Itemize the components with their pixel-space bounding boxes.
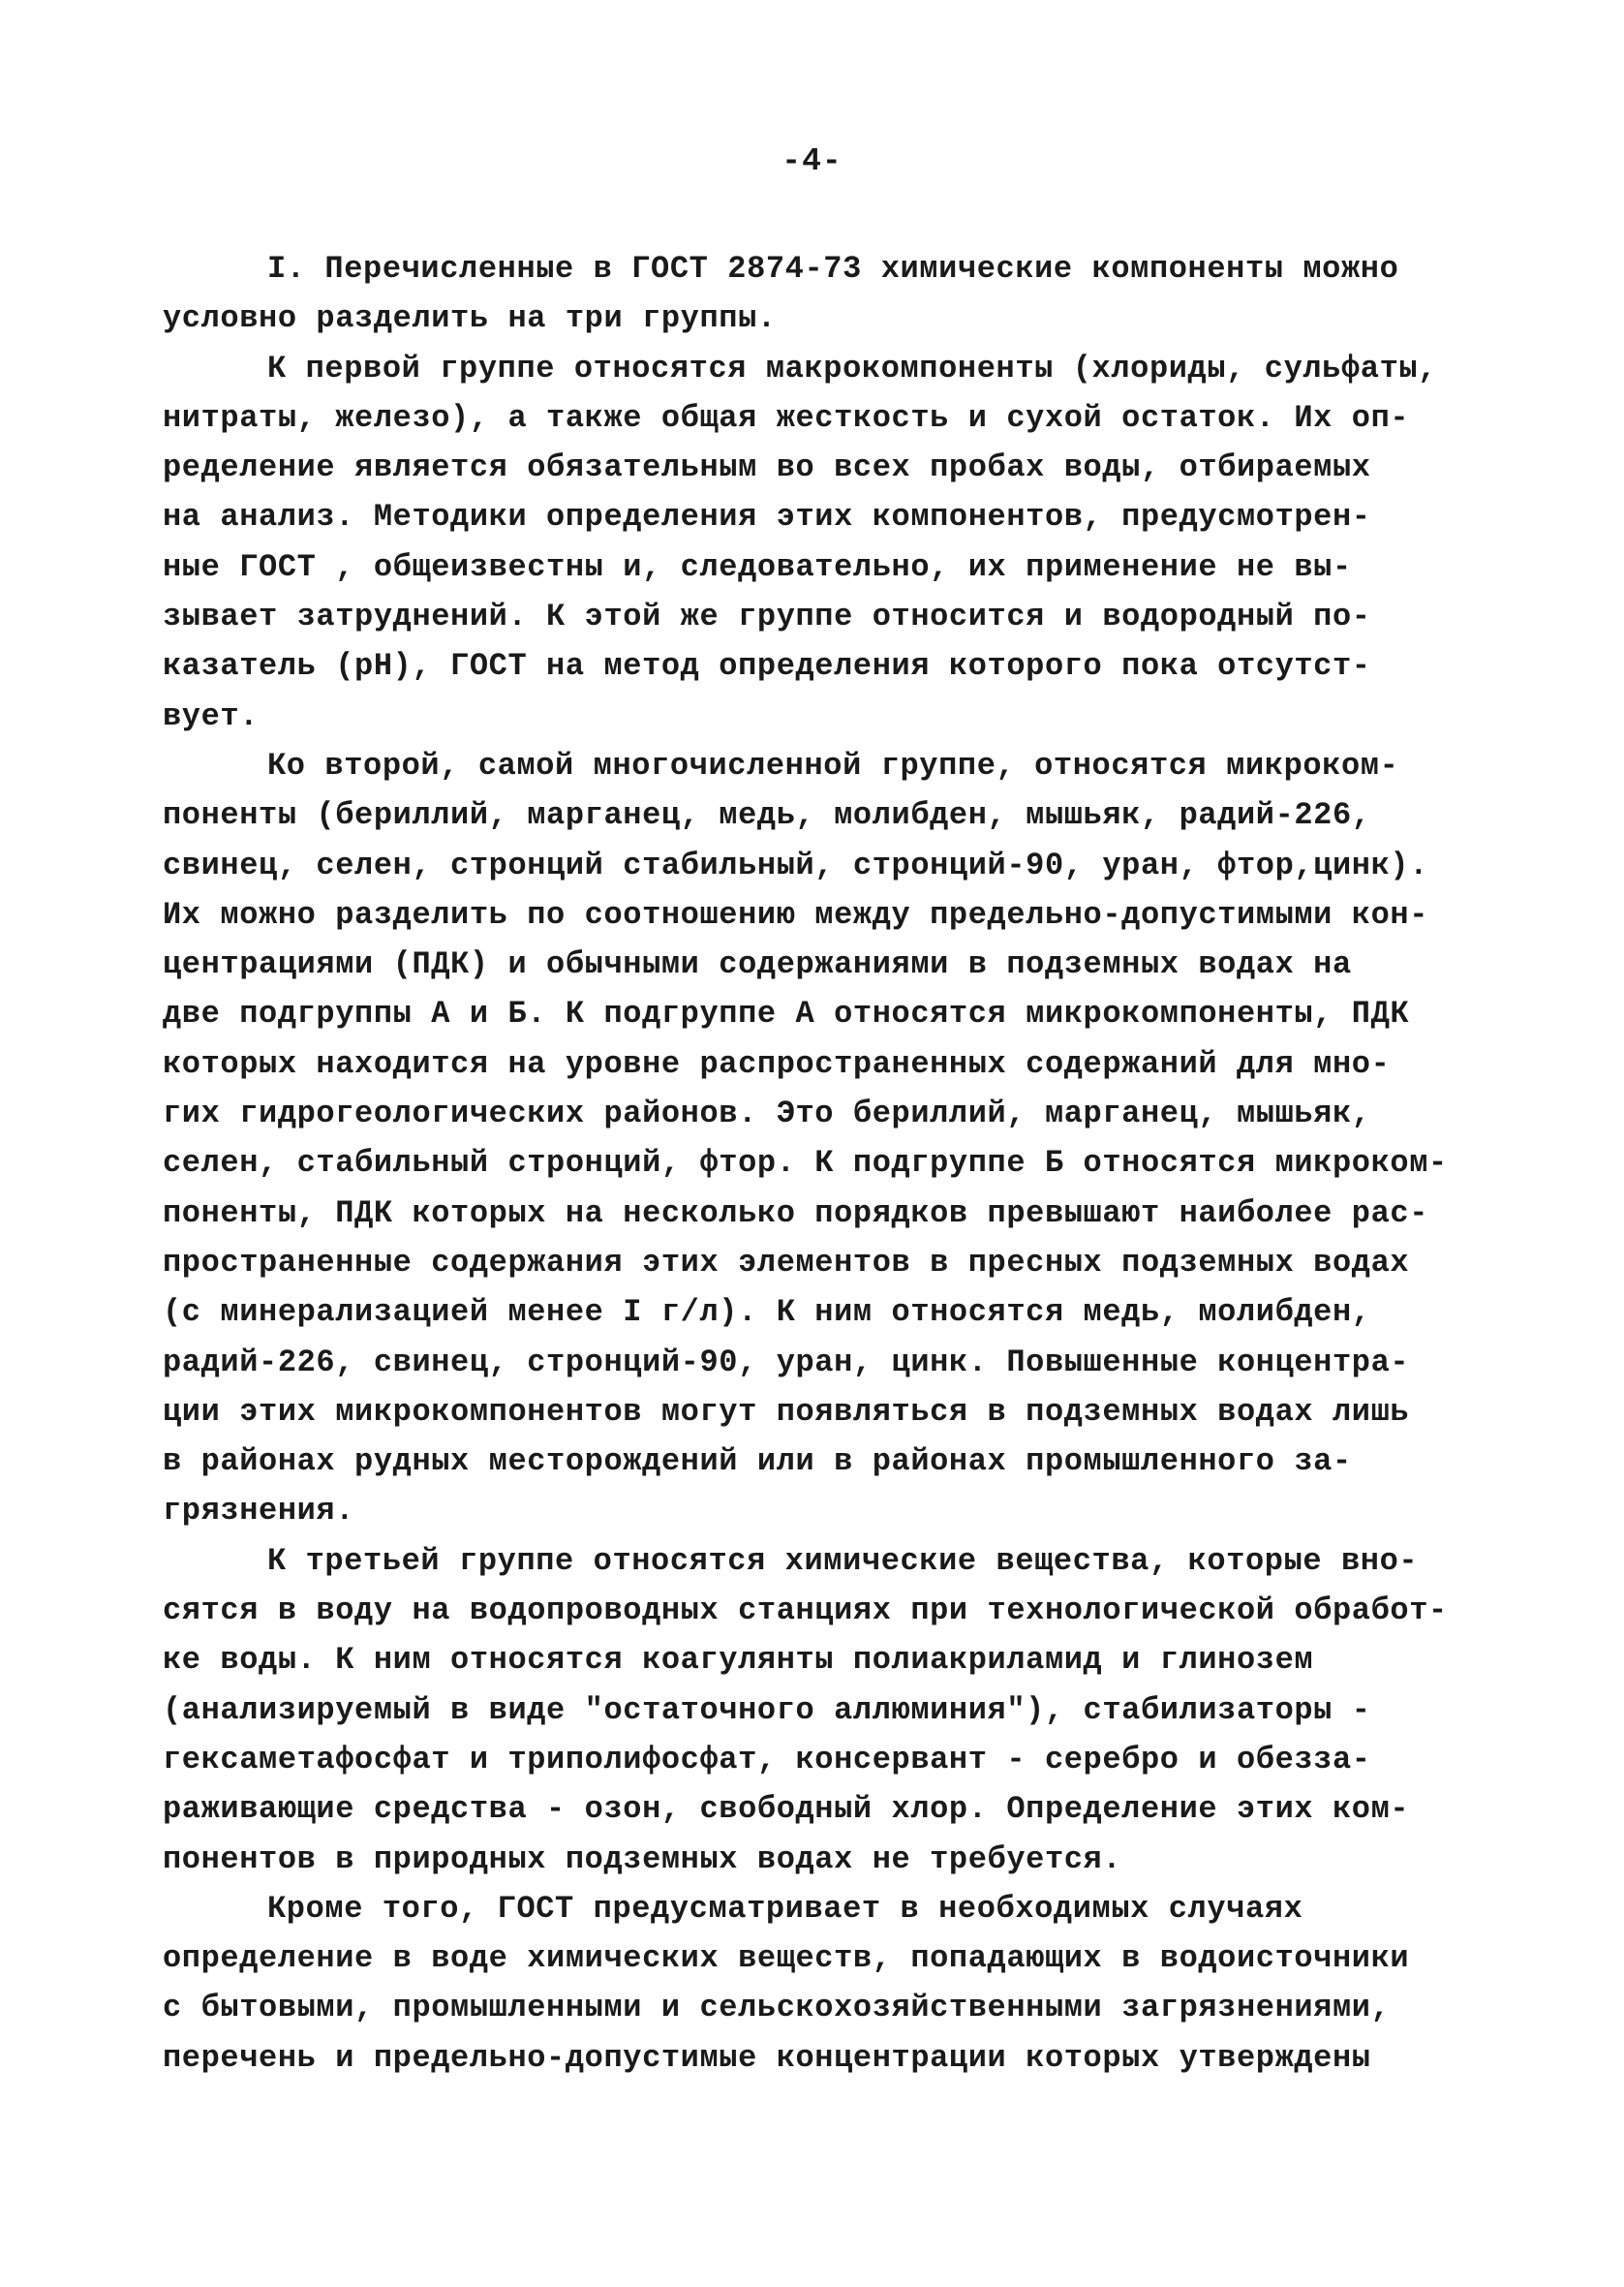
text-line: в районах рудных месторождений или в районах промышленного за- [163, 1443, 1352, 1480]
text-line: нитраты, железо), а также общая жесткость и сухой остаток. Их оп- [163, 399, 1410, 436]
text-line: (анализируемый в виде "остаточного аллюминия"), стабилизаторы - [163, 1691, 1371, 1728]
text-line: которых находится на уровне распространенных содержаний для мно- [163, 1045, 1391, 1082]
text-line: гексаметафосфат и триполифосфат, консервант - серебро и обезза- [163, 1741, 1371, 1777]
text-line: ные ГОСТ , общеизвестны и, следовательно, их применение не вы- [163, 548, 1352, 585]
text-line: определение в воде химических веществ, попадающих в водоисточники [163, 1940, 1410, 1977]
text-line: селен, стабильный стронций, фтор. К подгруппе Б относятся микроком- [163, 1145, 1448, 1182]
text-line: ределение является обязательным во всех пробах воды, отбираемых [163, 449, 1371, 486]
text-line: (с минерализацией менее I г/л). К ним относятся медь, молибден, [163, 1294, 1371, 1331]
text-line: грязнения. [163, 1493, 355, 1530]
text-line: К третьей группе относятся химические вещества, которые вно- [267, 1542, 1419, 1579]
text-line: две подгруппы А и Б. К подгруппе А относятся микрокомпоненты, ПДК [163, 996, 1410, 1033]
text-line: ции этих микрокомпонентов могут появляться в подземных водах лишь [163, 1393, 1410, 1430]
text-line: поненты (бериллий, марганец, медь, молибден, мышьяк, радий-226, [163, 797, 1371, 834]
text-line: зывает затруднений. К этой же группе относится и водородный по- [163, 599, 1371, 635]
text-line: поненты, ПДК которых на несколько порядков превышают наиболее рас- [163, 1194, 1429, 1231]
document-body [163, 244, 1538, 2083]
text-line: ке воды. К ним относятся коагулянты полиакриламид и глинозем [163, 1642, 1314, 1679]
text-line: Их можно разделить по соотношению между предельно-допустимыми кон- [163, 896, 1429, 933]
text-line: центрациями (ПДК) и обычными содержаниями в подземных водах на [163, 946, 1352, 983]
text-line: понентов в природных подземных водах не требуется. [163, 1840, 1122, 1877]
text-line: вует. [163, 697, 260, 734]
text-line: Кроме того, ГОСТ предусматривает в необходимых случаях [267, 1890, 1303, 1927]
text-line: свинец, селен, стронций стабильный, стронций-90, уран, фтор,цинк). [163, 847, 1429, 883]
text-line: на анализ. Методики определения этих компонентов, предусмотрен- [163, 499, 1371, 536]
page-number: -4- [781, 143, 843, 179]
text-line: К первой группе относятся макрокомпоненты (хлориды, сульфаты, [267, 350, 1437, 386]
text-line: пространенные содержания этих элементов в пресных подземных водах [163, 1244, 1410, 1281]
text-line: раживающие средства - озон, свободный хлор. Определение этих ком- [163, 1791, 1410, 1828]
text-line: сятся в воду на водопроводных станциях при технологической обработ- [163, 1592, 1448, 1629]
text-line: с бытовыми, промышленными и сельскохозяйственными загрязнениями, [163, 1990, 1391, 2026]
text-line: перечень и предельно-допустимые концентрации которых утверждены [163, 2039, 1371, 2076]
text-line: Ко второй, самой многочисленной группе, относятся микроком- [267, 747, 1399, 784]
text-line: казатель (рН), ГОСТ на метод определения которого пока отсутст- [163, 648, 1371, 685]
text-line: I. Перечисленные в ГОСТ 2874-73 химические компоненты можно [267, 251, 1399, 287]
text-line: условно разделить на три группы. [163, 300, 777, 337]
text-line: радий-226, свинец, стронций-90, уран, цинк. Повышенные концентра- [163, 1344, 1410, 1380]
text-line: гих гидрогеологических районов. Это бериллий, марганец, мышьяк, [163, 1096, 1371, 1132]
